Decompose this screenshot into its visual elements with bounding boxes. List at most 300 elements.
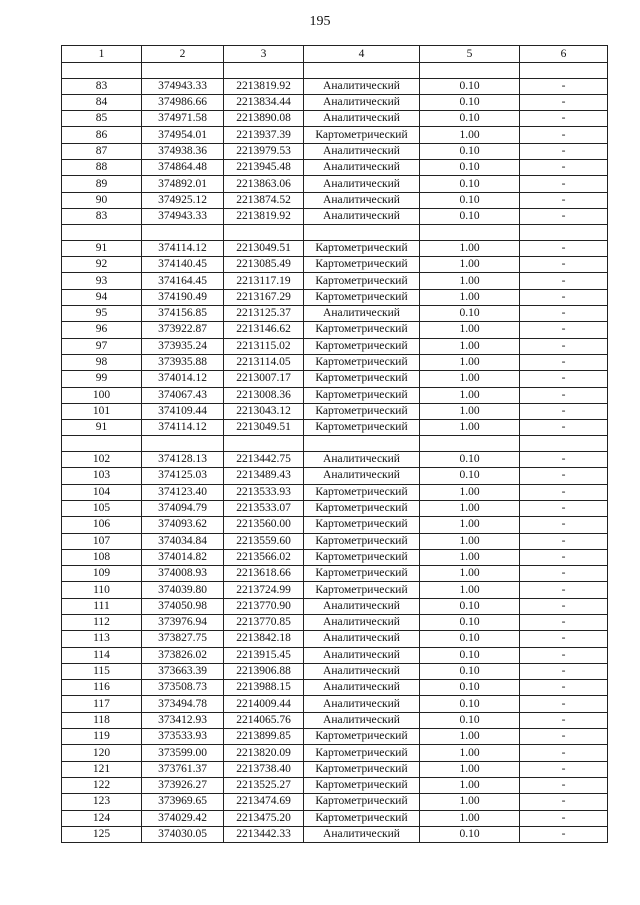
accuracy-cell: 1.00	[420, 403, 520, 419]
note-cell: -	[520, 533, 608, 549]
note-cell: -	[520, 598, 608, 614]
table-row	[62, 680, 608, 696]
point-number-cell: 118	[62, 712, 142, 728]
y-coordinate-cell: 2213979.53	[224, 143, 304, 159]
table-row	[62, 94, 608, 110]
note-cell: -	[520, 354, 608, 370]
accuracy-cell: 0.10	[420, 78, 520, 94]
method-cell: Аналитический	[304, 143, 420, 159]
method-cell: Аналитический	[304, 306, 420, 322]
note-cell: -	[520, 257, 608, 273]
empty-cell	[62, 63, 142, 79]
point-number-cell: 94	[62, 289, 142, 305]
method-cell: Картометрический	[304, 338, 420, 354]
accuracy-cell: 1.00	[420, 484, 520, 500]
table-row	[62, 143, 608, 159]
method-cell: Картометрический	[304, 582, 420, 598]
point-number-cell: 87	[62, 143, 142, 159]
table-row	[62, 826, 608, 842]
note-cell: -	[520, 631, 608, 647]
accuracy-cell: 1.00	[420, 729, 520, 745]
empty-cell	[62, 225, 142, 241]
accuracy-cell: 1.00	[420, 533, 520, 549]
point-number-cell: 85	[62, 111, 142, 127]
y-coordinate-cell: 2213566.02	[224, 549, 304, 565]
table-row	[62, 452, 608, 468]
point-number-cell: 107	[62, 533, 142, 549]
table-row	[62, 582, 608, 598]
point-number-cell: 106	[62, 517, 142, 533]
method-cell: Картометрический	[304, 517, 420, 533]
x-coordinate-cell: 374125.03	[142, 468, 224, 484]
table-row	[62, 160, 608, 176]
method-cell: Аналитический	[304, 680, 420, 696]
note-cell: -	[520, 127, 608, 143]
y-coordinate-cell: 2213724.99	[224, 582, 304, 598]
method-cell: Картометрический	[304, 420, 420, 436]
note-cell: -	[520, 94, 608, 110]
x-coordinate-cell: 374093.62	[142, 517, 224, 533]
method-cell: Картометрический	[304, 745, 420, 761]
x-coordinate-cell: 374864.48	[142, 160, 224, 176]
note-cell: -	[520, 500, 608, 516]
method-cell: Картометрический	[304, 273, 420, 289]
table-row	[62, 517, 608, 533]
accuracy-cell: 1.00	[420, 777, 520, 793]
accuracy-cell: 0.10	[420, 696, 520, 712]
accuracy-cell: 0.10	[420, 176, 520, 192]
header-cell: 6	[520, 46, 608, 63]
header-cell: 1	[62, 46, 142, 63]
x-coordinate-cell: 373926.27	[142, 777, 224, 793]
point-number-cell: 125	[62, 826, 142, 842]
accuracy-cell: 1.00	[420, 289, 520, 305]
accuracy-cell: 0.10	[420, 614, 520, 630]
y-coordinate-cell: 2213915.45	[224, 647, 304, 663]
accuracy-cell: 1.00	[420, 387, 520, 403]
accuracy-cell: 1.00	[420, 371, 520, 387]
note-cell: -	[520, 111, 608, 127]
method-cell: Аналитический	[304, 696, 420, 712]
table-row	[62, 777, 608, 793]
note-cell: -	[520, 745, 608, 761]
method-cell: Картометрический	[304, 371, 420, 387]
x-coordinate-cell: 374050.98	[142, 598, 224, 614]
x-coordinate-cell: 374943.33	[142, 78, 224, 94]
table-row	[62, 533, 608, 549]
point-number-cell: 113	[62, 631, 142, 647]
accuracy-cell: 1.00	[420, 240, 520, 256]
y-coordinate-cell: 2213819.92	[224, 78, 304, 94]
x-coordinate-cell: 373827.75	[142, 631, 224, 647]
header-cell: 2	[142, 46, 224, 63]
accuracy-cell: 1.00	[420, 810, 520, 826]
accuracy-cell: 0.10	[420, 452, 520, 468]
empty-cell	[520, 225, 608, 241]
method-cell: Аналитический	[304, 208, 420, 224]
accuracy-cell: 1.00	[420, 761, 520, 777]
empty-cell	[224, 436, 304, 452]
x-coordinate-cell: 374008.93	[142, 566, 224, 582]
empty-cell	[520, 436, 608, 452]
table-row	[62, 712, 608, 728]
y-coordinate-cell: 2213474.69	[224, 794, 304, 810]
table-row	[62, 761, 608, 777]
note-cell: -	[520, 663, 608, 679]
point-number-cell: 105	[62, 500, 142, 516]
y-coordinate-cell: 2213618.66	[224, 566, 304, 582]
note-cell: -	[520, 160, 608, 176]
note-cell: -	[520, 371, 608, 387]
separator-row	[62, 436, 608, 452]
y-coordinate-cell: 2213146.62	[224, 322, 304, 338]
y-coordinate-cell: 2213937.39	[224, 127, 304, 143]
accuracy-cell: 0.10	[420, 208, 520, 224]
method-cell: Картометрический	[304, 484, 420, 500]
method-cell: Аналитический	[304, 826, 420, 842]
note-cell: -	[520, 761, 608, 777]
table-row	[62, 354, 608, 370]
method-cell: Картометрический	[304, 777, 420, 793]
separator-row	[62, 63, 608, 79]
note-cell: -	[520, 647, 608, 663]
point-number-cell: 109	[62, 566, 142, 582]
method-cell: Картометрический	[304, 257, 420, 273]
y-coordinate-cell: 2213489.43	[224, 468, 304, 484]
y-coordinate-cell: 2213874.52	[224, 192, 304, 208]
y-coordinate-cell: 2213007.17	[224, 371, 304, 387]
accuracy-cell: 0.10	[420, 712, 520, 728]
table-row	[62, 468, 608, 484]
method-cell: Картометрический	[304, 566, 420, 582]
accuracy-cell: 1.00	[420, 322, 520, 338]
point-number-cell: 101	[62, 403, 142, 419]
method-cell: Аналитический	[304, 160, 420, 176]
y-coordinate-cell: 2213442.33	[224, 826, 304, 842]
method-cell: Картометрический	[304, 127, 420, 143]
accuracy-cell: 0.10	[420, 306, 520, 322]
point-number-cell: 98	[62, 354, 142, 370]
empty-cell	[142, 225, 224, 241]
y-coordinate-cell: 2213117.19	[224, 273, 304, 289]
table-row	[62, 78, 608, 94]
table-row	[62, 614, 608, 630]
method-cell: Аналитический	[304, 452, 420, 468]
x-coordinate-cell: 374943.33	[142, 208, 224, 224]
note-cell: -	[520, 192, 608, 208]
accuracy-cell: 0.10	[420, 826, 520, 842]
x-coordinate-cell: 373976.94	[142, 614, 224, 630]
method-cell: Картометрический	[304, 533, 420, 549]
accuracy-cell: 1.00	[420, 127, 520, 143]
y-coordinate-cell: 2213043.12	[224, 403, 304, 419]
method-cell: Аналитический	[304, 111, 420, 127]
note-cell: -	[520, 696, 608, 712]
point-number-cell: 124	[62, 810, 142, 826]
table-row	[62, 127, 608, 143]
point-number-cell: 119	[62, 729, 142, 745]
x-coordinate-cell: 373508.73	[142, 680, 224, 696]
point-number-cell: 88	[62, 160, 142, 176]
table-row	[62, 371, 608, 387]
accuracy-cell: 0.10	[420, 94, 520, 110]
note-cell: -	[520, 78, 608, 94]
y-coordinate-cell: 2213820.09	[224, 745, 304, 761]
table-row	[62, 598, 608, 614]
accuracy-cell: 1.00	[420, 354, 520, 370]
point-number-cell: 110	[62, 582, 142, 598]
note-cell: -	[520, 810, 608, 826]
method-cell: Картометрический	[304, 289, 420, 305]
x-coordinate-cell: 374938.36	[142, 143, 224, 159]
accuracy-cell: 1.00	[420, 500, 520, 516]
header-cell: 4	[304, 46, 420, 63]
note-cell: -	[520, 794, 608, 810]
y-coordinate-cell: 2213008.36	[224, 387, 304, 403]
note-cell: -	[520, 289, 608, 305]
table-row	[62, 322, 608, 338]
x-coordinate-cell: 374114.12	[142, 420, 224, 436]
note-cell: -	[520, 452, 608, 468]
method-cell: Картометрический	[304, 729, 420, 745]
note-cell: -	[520, 680, 608, 696]
x-coordinate-cell: 374109.44	[142, 403, 224, 419]
empty-cell	[304, 225, 420, 241]
table-row	[62, 647, 608, 663]
table-row	[62, 810, 608, 826]
y-coordinate-cell: 2214065.76	[224, 712, 304, 728]
point-number-cell: 86	[62, 127, 142, 143]
note-cell: -	[520, 582, 608, 598]
method-cell: Аналитический	[304, 468, 420, 484]
y-coordinate-cell: 2213738.40	[224, 761, 304, 777]
note-cell: -	[520, 240, 608, 256]
table-row	[62, 208, 608, 224]
y-coordinate-cell: 2213770.90	[224, 598, 304, 614]
x-coordinate-cell: 374029.42	[142, 810, 224, 826]
x-coordinate-cell: 374954.01	[142, 127, 224, 143]
point-number-cell: 93	[62, 273, 142, 289]
x-coordinate-cell: 374156.85	[142, 306, 224, 322]
accuracy-cell: 1.00	[420, 420, 520, 436]
accuracy-cell: 0.10	[420, 663, 520, 679]
y-coordinate-cell: 2213863.06	[224, 176, 304, 192]
method-cell: Аналитический	[304, 78, 420, 94]
x-coordinate-cell: 374925.12	[142, 192, 224, 208]
table-row	[62, 387, 608, 403]
point-number-cell: 115	[62, 663, 142, 679]
accuracy-cell: 1.00	[420, 257, 520, 273]
accuracy-cell: 1.00	[420, 745, 520, 761]
point-number-cell: 120	[62, 745, 142, 761]
x-coordinate-cell: 374971.58	[142, 111, 224, 127]
y-coordinate-cell: 2213533.93	[224, 484, 304, 500]
method-cell: Аналитический	[304, 663, 420, 679]
method-cell: Картометрический	[304, 810, 420, 826]
point-number-cell: 91	[62, 420, 142, 436]
table-row	[62, 403, 608, 419]
x-coordinate-cell: 374039.80	[142, 582, 224, 598]
accuracy-cell: 1.00	[420, 566, 520, 582]
note-cell: -	[520, 338, 608, 354]
note-cell: -	[520, 777, 608, 793]
point-number-cell: 122	[62, 777, 142, 793]
note-cell: -	[520, 306, 608, 322]
y-coordinate-cell: 2213049.51	[224, 420, 304, 436]
point-number-cell: 108	[62, 549, 142, 565]
x-coordinate-cell: 373412.93	[142, 712, 224, 728]
point-number-cell: 92	[62, 257, 142, 273]
y-coordinate-cell: 2213049.51	[224, 240, 304, 256]
point-number-cell: 112	[62, 614, 142, 630]
note-cell: -	[520, 614, 608, 630]
method-cell: Аналитический	[304, 614, 420, 630]
coordinates-table-body	[62, 46, 608, 843]
table-row	[62, 696, 608, 712]
note-cell: -	[520, 484, 608, 500]
point-number-cell: 89	[62, 176, 142, 192]
x-coordinate-cell: 374190.49	[142, 289, 224, 305]
table-row	[62, 663, 608, 679]
point-number-cell: 97	[62, 338, 142, 354]
table-row	[62, 306, 608, 322]
separator-row	[62, 225, 608, 241]
x-coordinate-cell: 374986.66	[142, 94, 224, 110]
note-cell: -	[520, 387, 608, 403]
y-coordinate-cell: 2213442.75	[224, 452, 304, 468]
empty-cell	[420, 436, 520, 452]
y-coordinate-cell: 2213834.44	[224, 94, 304, 110]
table-row	[62, 338, 608, 354]
y-coordinate-cell: 2213770.85	[224, 614, 304, 630]
accuracy-cell: 1.00	[420, 517, 520, 533]
y-coordinate-cell: 2213125.37	[224, 306, 304, 322]
point-number-cell: 83	[62, 78, 142, 94]
x-coordinate-cell: 374123.40	[142, 484, 224, 500]
coordinates-table	[61, 45, 608, 843]
note-cell: -	[520, 176, 608, 192]
accuracy-cell: 1.00	[420, 794, 520, 810]
y-coordinate-cell: 2213906.88	[224, 663, 304, 679]
accuracy-cell: 0.10	[420, 160, 520, 176]
x-coordinate-cell: 374164.45	[142, 273, 224, 289]
table-row	[62, 500, 608, 516]
x-coordinate-cell: 374014.12	[142, 371, 224, 387]
y-coordinate-cell: 2213167.29	[224, 289, 304, 305]
method-cell: Картометрический	[304, 354, 420, 370]
empty-cell	[224, 63, 304, 79]
point-number-cell: 123	[62, 794, 142, 810]
x-coordinate-cell: 373826.02	[142, 647, 224, 663]
table-row	[62, 289, 608, 305]
header-cell: 5	[420, 46, 520, 63]
x-coordinate-cell: 374094.79	[142, 500, 224, 516]
method-cell: Аналитический	[304, 176, 420, 192]
point-number-cell: 104	[62, 484, 142, 500]
empty-cell	[62, 436, 142, 452]
y-coordinate-cell: 2213085.49	[224, 257, 304, 273]
y-coordinate-cell: 2214009.44	[224, 696, 304, 712]
point-number-cell: 103	[62, 468, 142, 484]
method-cell: Картометрический	[304, 549, 420, 565]
empty-cell	[420, 225, 520, 241]
point-number-cell: 90	[62, 192, 142, 208]
header-row	[62, 46, 608, 63]
x-coordinate-cell: 373663.39	[142, 663, 224, 679]
point-number-cell: 96	[62, 322, 142, 338]
accuracy-cell: 1.00	[420, 582, 520, 598]
point-number-cell: 121	[62, 761, 142, 777]
table-row	[62, 192, 608, 208]
x-coordinate-cell: 373494.78	[142, 696, 224, 712]
x-coordinate-cell: 373533.93	[142, 729, 224, 745]
table-row	[62, 566, 608, 582]
point-number-cell: 111	[62, 598, 142, 614]
x-coordinate-cell: 374034.84	[142, 533, 224, 549]
note-cell: -	[520, 826, 608, 842]
method-cell: Аналитический	[304, 94, 420, 110]
accuracy-cell: 1.00	[420, 549, 520, 565]
point-number-cell: 114	[62, 647, 142, 663]
accuracy-cell: 0.10	[420, 192, 520, 208]
accuracy-cell: 0.10	[420, 680, 520, 696]
y-coordinate-cell: 2213890.08	[224, 111, 304, 127]
empty-cell	[142, 436, 224, 452]
note-cell: -	[520, 712, 608, 728]
method-cell: Картометрический	[304, 240, 420, 256]
table-row	[62, 745, 608, 761]
point-number-cell: 91	[62, 240, 142, 256]
empty-cell	[224, 225, 304, 241]
accuracy-cell: 0.10	[420, 647, 520, 663]
empty-cell	[420, 63, 520, 79]
x-coordinate-cell: 373599.00	[142, 745, 224, 761]
note-cell: -	[520, 208, 608, 224]
table-row	[62, 729, 608, 745]
x-coordinate-cell: 374114.12	[142, 240, 224, 256]
y-coordinate-cell: 2213475.20	[224, 810, 304, 826]
accuracy-cell: 0.10	[420, 631, 520, 647]
method-cell: Картометрический	[304, 794, 420, 810]
table-row	[62, 257, 608, 273]
table-row	[62, 176, 608, 192]
method-cell: Аналитический	[304, 647, 420, 663]
note-cell: -	[520, 468, 608, 484]
y-coordinate-cell: 2213560.00	[224, 517, 304, 533]
y-coordinate-cell: 2213114.05	[224, 354, 304, 370]
note-cell: -	[520, 403, 608, 419]
note-cell: -	[520, 420, 608, 436]
accuracy-cell: 0.10	[420, 598, 520, 614]
empty-cell	[142, 63, 224, 79]
x-coordinate-cell: 374067.43	[142, 387, 224, 403]
method-cell: Картометрический	[304, 322, 420, 338]
table-row	[62, 794, 608, 810]
note-cell: -	[520, 566, 608, 582]
method-cell: Картометрический	[304, 761, 420, 777]
y-coordinate-cell: 2213115.02	[224, 338, 304, 354]
y-coordinate-cell: 2213533.07	[224, 500, 304, 516]
x-coordinate-cell: 373935.88	[142, 354, 224, 370]
x-coordinate-cell: 374140.45	[142, 257, 224, 273]
method-cell: Картометрический	[304, 403, 420, 419]
accuracy-cell: 0.10	[420, 111, 520, 127]
y-coordinate-cell: 2213988.15	[224, 680, 304, 696]
method-cell: Аналитический	[304, 631, 420, 647]
accuracy-cell: 0.10	[420, 468, 520, 484]
point-number-cell: 95	[62, 306, 142, 322]
note-cell: -	[520, 143, 608, 159]
